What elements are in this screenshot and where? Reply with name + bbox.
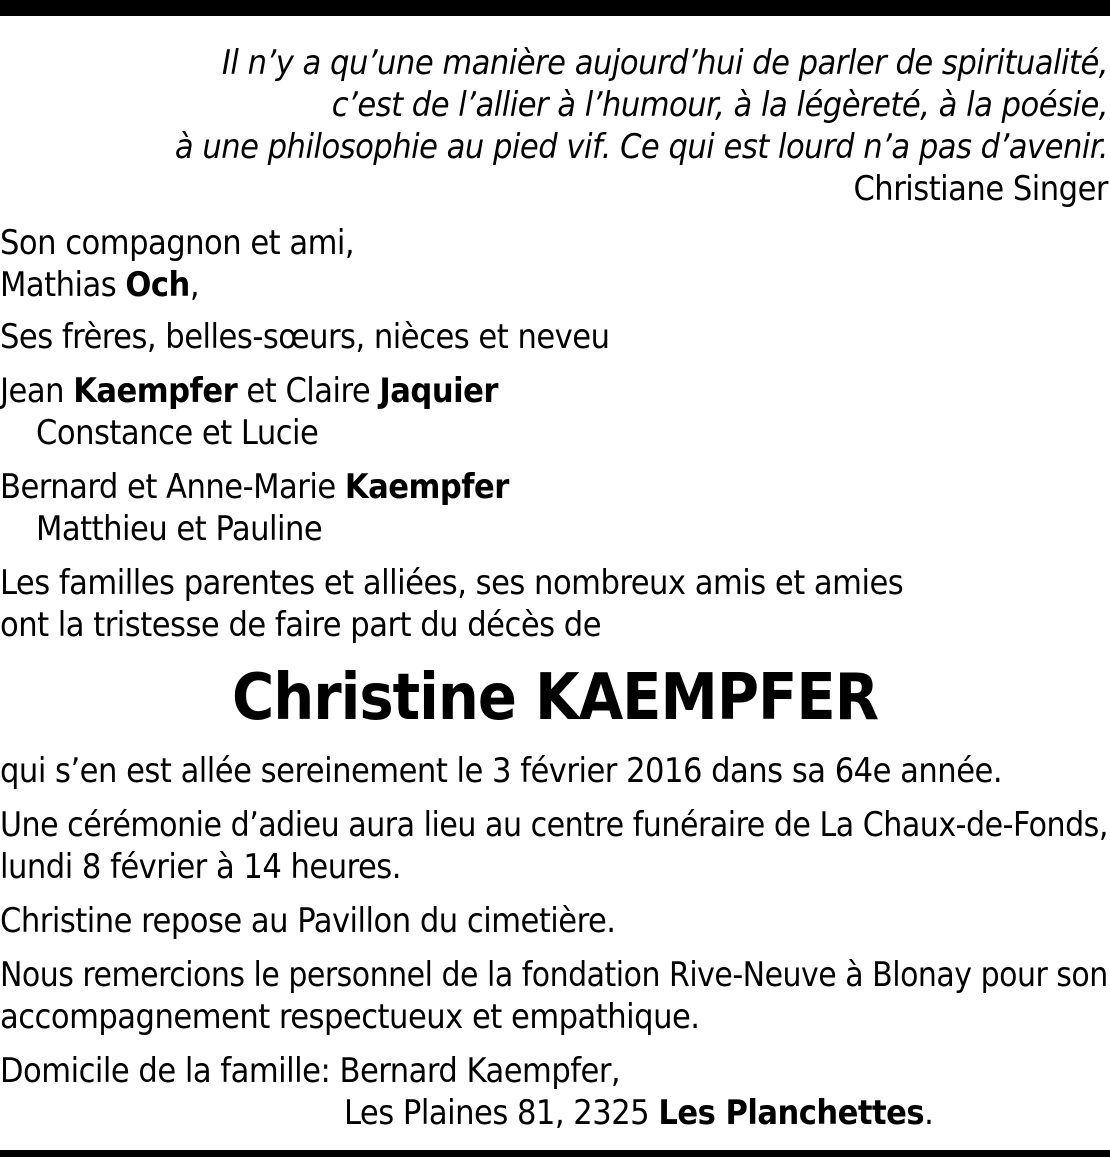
domicile-address: [344, 1092, 933, 1134]
top-border-rule: [0, 0, 1110, 16]
group-1-last: Kaempfer: [73, 371, 238, 411]
others-line-2: ont la tristesse de faire part du décès de: [0, 605, 602, 645]
group-1-last2: Jaquier: [379, 371, 498, 411]
bottom-border-rule: [0, 1150, 1110, 1157]
quote-author: Christiane Singer: [853, 169, 1108, 209]
ceremony-line-1: Une cérémonie d’adieu aura lieu au centre funéraire de La Chaux-de-Fonds,: [0, 805, 1108, 845]
deceased-name: Christine KAEMPFER: [231, 661, 879, 735]
siblings-intro: Ses frères, belles-sœurs, nièces et neveu: [0, 317, 610, 357]
thanks-line-2: accompagnement respectueux et empathique.: [0, 997, 700, 1037]
quote-line-1: Il n’y a qu’une manière aujourd’hui de parler de spiritualité,: [221, 43, 1108, 83]
quote-line-3: à une philosophie au pied vif. Ce qui est lourd n’a pas d’avenir.: [174, 127, 1108, 167]
group-2-last: Kaempfer: [344, 467, 509, 507]
domicile-line-1: Domicile de la famille: Bernard Kaempfer,: [0, 1051, 621, 1091]
companion-first-name: Mathias: [0, 265, 126, 305]
group-2-children: Matthieu et Pauline: [36, 509, 323, 549]
family-group-1: [0, 370, 498, 412]
ceremony-line-2: lundi 8 février à 14 heures.: [0, 847, 401, 887]
thanks-line-1: Nous remercions le personnel de la fondation Rive-Neuve à Blonay pour son: [0, 955, 1108, 995]
companion-punct: ,: [189, 265, 200, 305]
quote-line-2: c’est de l’allier à l’humour, à la légèreté, à la poésie,: [331, 85, 1108, 125]
group-1-first: Jean: [0, 371, 74, 411]
rest-text: Christine repose au Pavillon du cimetière.: [0, 901, 616, 941]
group-1-children: Constance et Lucie: [36, 413, 319, 453]
domicile-punct: .: [924, 1093, 934, 1133]
domicile-town: Les Planchettes: [658, 1093, 925, 1133]
family-group-2: [0, 466, 509, 508]
group-2-first: Bernard et Anne-Marie: [0, 467, 345, 507]
companion-intro: Son compagnon et ami,: [0, 223, 355, 263]
domicile-street: Les Plaines 81, 2325: [344, 1093, 659, 1133]
companion-name: [0, 264, 199, 306]
companion-last-name: Och: [125, 265, 190, 305]
group-1-mid: et Claire: [237, 371, 380, 411]
passing-text: qui s’en est allée sereinement le 3 février 2016 dans sa 64e année.: [0, 751, 1003, 791]
others-line-1: Les familles parentes et alliées, ses nombreux amis et amies: [0, 563, 904, 603]
